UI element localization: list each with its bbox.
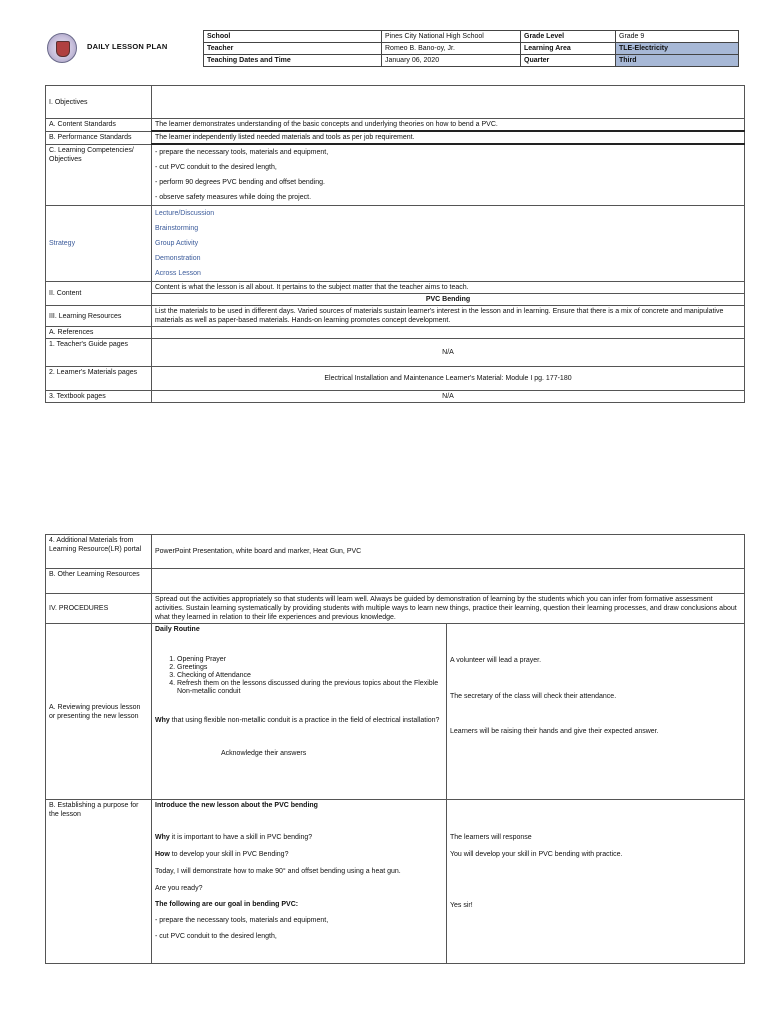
table-row: [46, 206, 745, 282]
quarter-label: Quarter: [521, 55, 616, 67]
learner-response-1: The learners will response: [450, 834, 532, 841]
daily-routine-heading: Daily Routine: [155, 626, 200, 633]
table-row: [46, 800, 745, 964]
goal-heading: The following are our goal in bending PVC:: [155, 901, 299, 908]
strategy-label: Strategy: [46, 206, 152, 282]
reviewing-label: A. Reviewing previous lesson or presenting the new lesson: [46, 624, 152, 800]
learner-response-3: Yes sir!: [450, 902, 473, 909]
references-label: A. References: [46, 327, 152, 339]
q1-bold: Why: [155, 834, 170, 841]
strategy-item: Demonstration: [155, 255, 201, 262]
list-item: 2. Greetings: [177, 664, 443, 672]
grade-level-value: Grade 9: [616, 31, 739, 43]
school-label: School: [204, 31, 382, 43]
ready-text: Are you ready?: [155, 885, 203, 892]
why-question: [155, 716, 443, 725]
competency-item: - prepare the necessary tools, materials and equipment,: [155, 149, 329, 156]
reviewing-teacher-activity: [152, 624, 447, 800]
table-row: [46, 594, 745, 624]
textbook-value: N/A: [152, 391, 745, 403]
introduce-text: Introduce the new lesson about the PVC bending: [155, 802, 318, 809]
header-row: [204, 43, 739, 55]
table-row: [46, 391, 745, 403]
content-standards-value: The learner demonstrates understanding of the basic concepts and underlying theories on how to bend a PVC.: [152, 119, 745, 132]
teacher-label: Teacher: [204, 43, 382, 55]
logo-cell: [45, 30, 203, 68]
competencies-list: [152, 144, 745, 206]
q2-bold: How: [155, 851, 170, 858]
additional-materials-value: PowerPoint Presentation, white board and marker, Heat Gun, PVC: [152, 535, 745, 569]
textbook-label: 3. Textbook pages: [46, 391, 152, 403]
purpose-learner-activity: [447, 800, 745, 964]
content-topic: PVC Bending: [152, 294, 745, 306]
table-row: [46, 144, 745, 206]
purpose-label: B. Establishing a purpose for the lesson: [46, 800, 152, 964]
question-why: [155, 833, 443, 842]
table-row: [46, 86, 745, 119]
strategy-item: Brainstorming: [155, 225, 199, 232]
teachers-guide-value: N/A: [152, 339, 745, 367]
list-item: 4. Refresh them on the lessons discussed during the previous topics about the Flexible Non-metallic conduit: [177, 680, 443, 696]
list-item: 1. Opening Prayer: [177, 656, 443, 664]
competencies-label: C. Learning Competencies/ Objectives: [46, 144, 152, 206]
competency-item: - cut PVC conduit to the desired length,: [155, 164, 277, 171]
table-row: [46, 569, 745, 594]
routine-list: [155, 656, 443, 696]
dates-label: Teaching Dates and Time: [204, 55, 382, 67]
learners-materials-value: Electrical Installation and Maintenance Learner's Material: Module I pg. 177-180: [152, 367, 745, 391]
table-row: [46, 282, 745, 294]
table-row: [46, 327, 745, 339]
resources-description: List the materials to be used in different days. Varied sources of materials sustain learner's interest in the lesson and in learning. Ensure that there is a mix of concrete and manipulative materials as well as paper-based materials. Hands-on learning promotes concept development.: [152, 306, 745, 327]
resources-label: III. Learning Resources: [46, 306, 152, 327]
why-text: that using flexible non-metallic conduit is a practice in the field of electrical installation?: [169, 717, 440, 724]
objectives-value: [152, 86, 745, 119]
header-row: [204, 31, 739, 43]
header-info-table: [203, 30, 739, 67]
learning-area-label: Learning Area: [521, 43, 616, 55]
quarter-value: Third: [616, 55, 739, 67]
table-row: [46, 131, 745, 144]
competency-item: - perform 90 degrees PVC bending and offset bending.: [155, 179, 325, 186]
learners-materials-label: 2. Learner's Materials pages: [46, 367, 152, 391]
table-row: [46, 535, 745, 569]
learning-area-value: TLE-Electricity: [616, 43, 739, 55]
other-resources-label: B. Other Learning Resources: [46, 569, 152, 594]
learner-prayer: A volunteer will lead a prayer.: [450, 657, 542, 664]
q2-text: to develop your skill in PVC Bending?: [169, 851, 289, 858]
table-row: [46, 339, 745, 367]
other-resources-value: [152, 569, 745, 594]
strategy-item: Across Lesson: [155, 270, 201, 277]
procedures-table: [45, 534, 745, 964]
q1-text: it is important to have a skill in PVC bending?: [169, 834, 313, 841]
references-value: [152, 327, 745, 339]
strategy-item: Lecture/Discussion: [155, 210, 215, 217]
strategy-list: [152, 206, 745, 282]
additional-materials-label: 4. Additional Materials from Learning Resource(LR) portal: [46, 535, 152, 569]
reviewing-learner-activity: [447, 624, 745, 800]
learner-response-2: You will develop your skill in PVC bending with practice.: [450, 851, 623, 858]
content-standards-label: A. Content Standards: [46, 119, 152, 132]
strategy-item: Group Activity: [155, 240, 199, 247]
procedures-label: IV. PROCEDURES: [46, 594, 152, 624]
goal-item: - cut PVC conduit to the desired length,: [155, 933, 277, 940]
acknowledge-text: Acknowledge their answers: [221, 750, 307, 757]
performance-standards-value: The learner independently listed needed materials and tools as per job requirement.: [152, 131, 745, 144]
objectives-label: I. Objectives: [46, 86, 152, 119]
grade-level-label: Grade Level: [521, 31, 616, 43]
header-row: [204, 55, 739, 67]
teacher-value: Romeo B. Bano-oy, Jr.: [382, 43, 521, 55]
school-value: Pines City National High School: [382, 31, 521, 43]
deped-seal-icon: [47, 33, 77, 63]
list-item: 3. Checking of Attendance: [177, 672, 443, 680]
learner-attendance: The secretary of the class will check their attendance.: [450, 693, 617, 700]
purpose-teacher-activity: [152, 800, 447, 964]
table-row: [46, 367, 745, 391]
table-row: [46, 119, 745, 132]
dates-value: January 06, 2020: [382, 55, 521, 67]
competency-item: - observe safety measures while doing the project.: [155, 194, 312, 201]
question-how: [155, 850, 443, 859]
procedures-description: Spread out the activities appropriately so that students will learn well. Always be guided by demonstration of learning by the students which you can infer from formative assessment activities. Sustain learning systematically by providing students with multiple ways to learn new things, practice their learning, question their learning processes, and draw conclusions about what they learned in relation to their life experiences and previous knowledge.: [152, 594, 745, 624]
teachers-guide-label: 1. Teacher's Guide pages: [46, 339, 152, 367]
table-row: [46, 624, 745, 800]
content-label: II. Content: [46, 282, 152, 306]
table-row: [46, 306, 745, 327]
learner-answer: Learners will be raising their hands and give their expected answer.: [450, 728, 659, 735]
why-bold: Why: [155, 717, 170, 724]
performance-standards-label: B. Performance Standards: [46, 131, 152, 144]
content-description: Content is what the lesson is all about. It pertains to the subject matter that the teacher aims to teach.: [152, 282, 745, 294]
goal-item: - prepare the necessary tools, materials and equipment,: [155, 917, 329, 924]
document-title: DAILY LESSON PLAN: [87, 42, 168, 51]
today-text: Today, I will demonstrate how to make 90° and offset bending using a heat gun.: [155, 868, 401, 875]
objectives-table: [45, 85, 745, 403]
lesson-plan-header: [45, 30, 744, 68]
